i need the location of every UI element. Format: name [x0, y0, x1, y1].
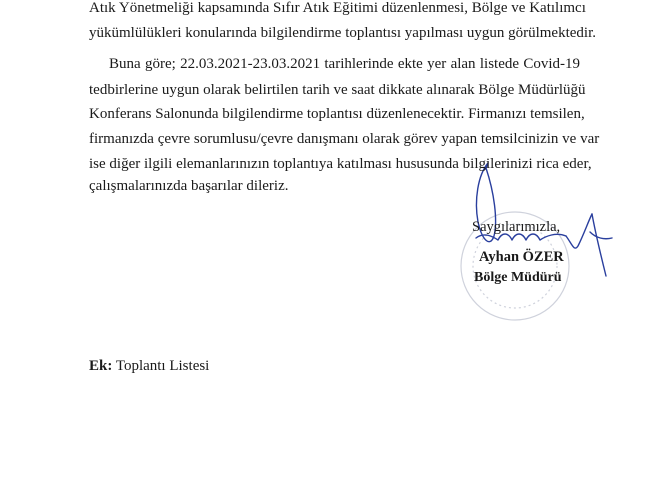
attachment-label: Ek:	[89, 358, 113, 374]
body-line-2: yükümlülükleri konularında bilgilendirme toplantısı yapılması uygun görülmektedir.	[89, 25, 597, 41]
body-line-1: Atık Yönetmeliği kapsamında Sıfır Atık Eğitimi düzenlenmesi, Bölge ve Katılımcı	[89, 0, 586, 16]
body-line-6: firmanızda çevre sorumlusu/çevre danışmanı olarak görev yapan temsilcinizin ve var	[89, 131, 600, 147]
closing-greeting: Saygılarımızla,	[472, 219, 561, 235]
signatory-name: Ayhan ÖZER	[479, 249, 564, 265]
attachment-note	[89, 358, 209, 375]
body-line-8: çalışmalarınızda başarılar dileriz.	[89, 178, 289, 194]
attachment-value: Toplantı Listesi	[115, 358, 210, 374]
body-line-3: Buna göre; 22.03.2021-23.03.2021 tarihlerinde ekte yer alan listede Covid-19	[109, 56, 580, 72]
signatory-title: Bölge Müdürü	[474, 270, 562, 285]
body-line-4: tedbirlerine uygun olarak belirtilen tarih ve saat dikkate alınarak Bölge Müdürlüğü	[89, 82, 586, 98]
body-line-7: ise diğer ilgili elemanlarınızın toplantıya katılması hususunda bilgilerinizi rica eder,	[89, 156, 592, 172]
body-line-5: Konferans Salonunda bilgilendirme toplantısı düzenlenecektir. Firmanızı temsilen,	[89, 106, 585, 122]
